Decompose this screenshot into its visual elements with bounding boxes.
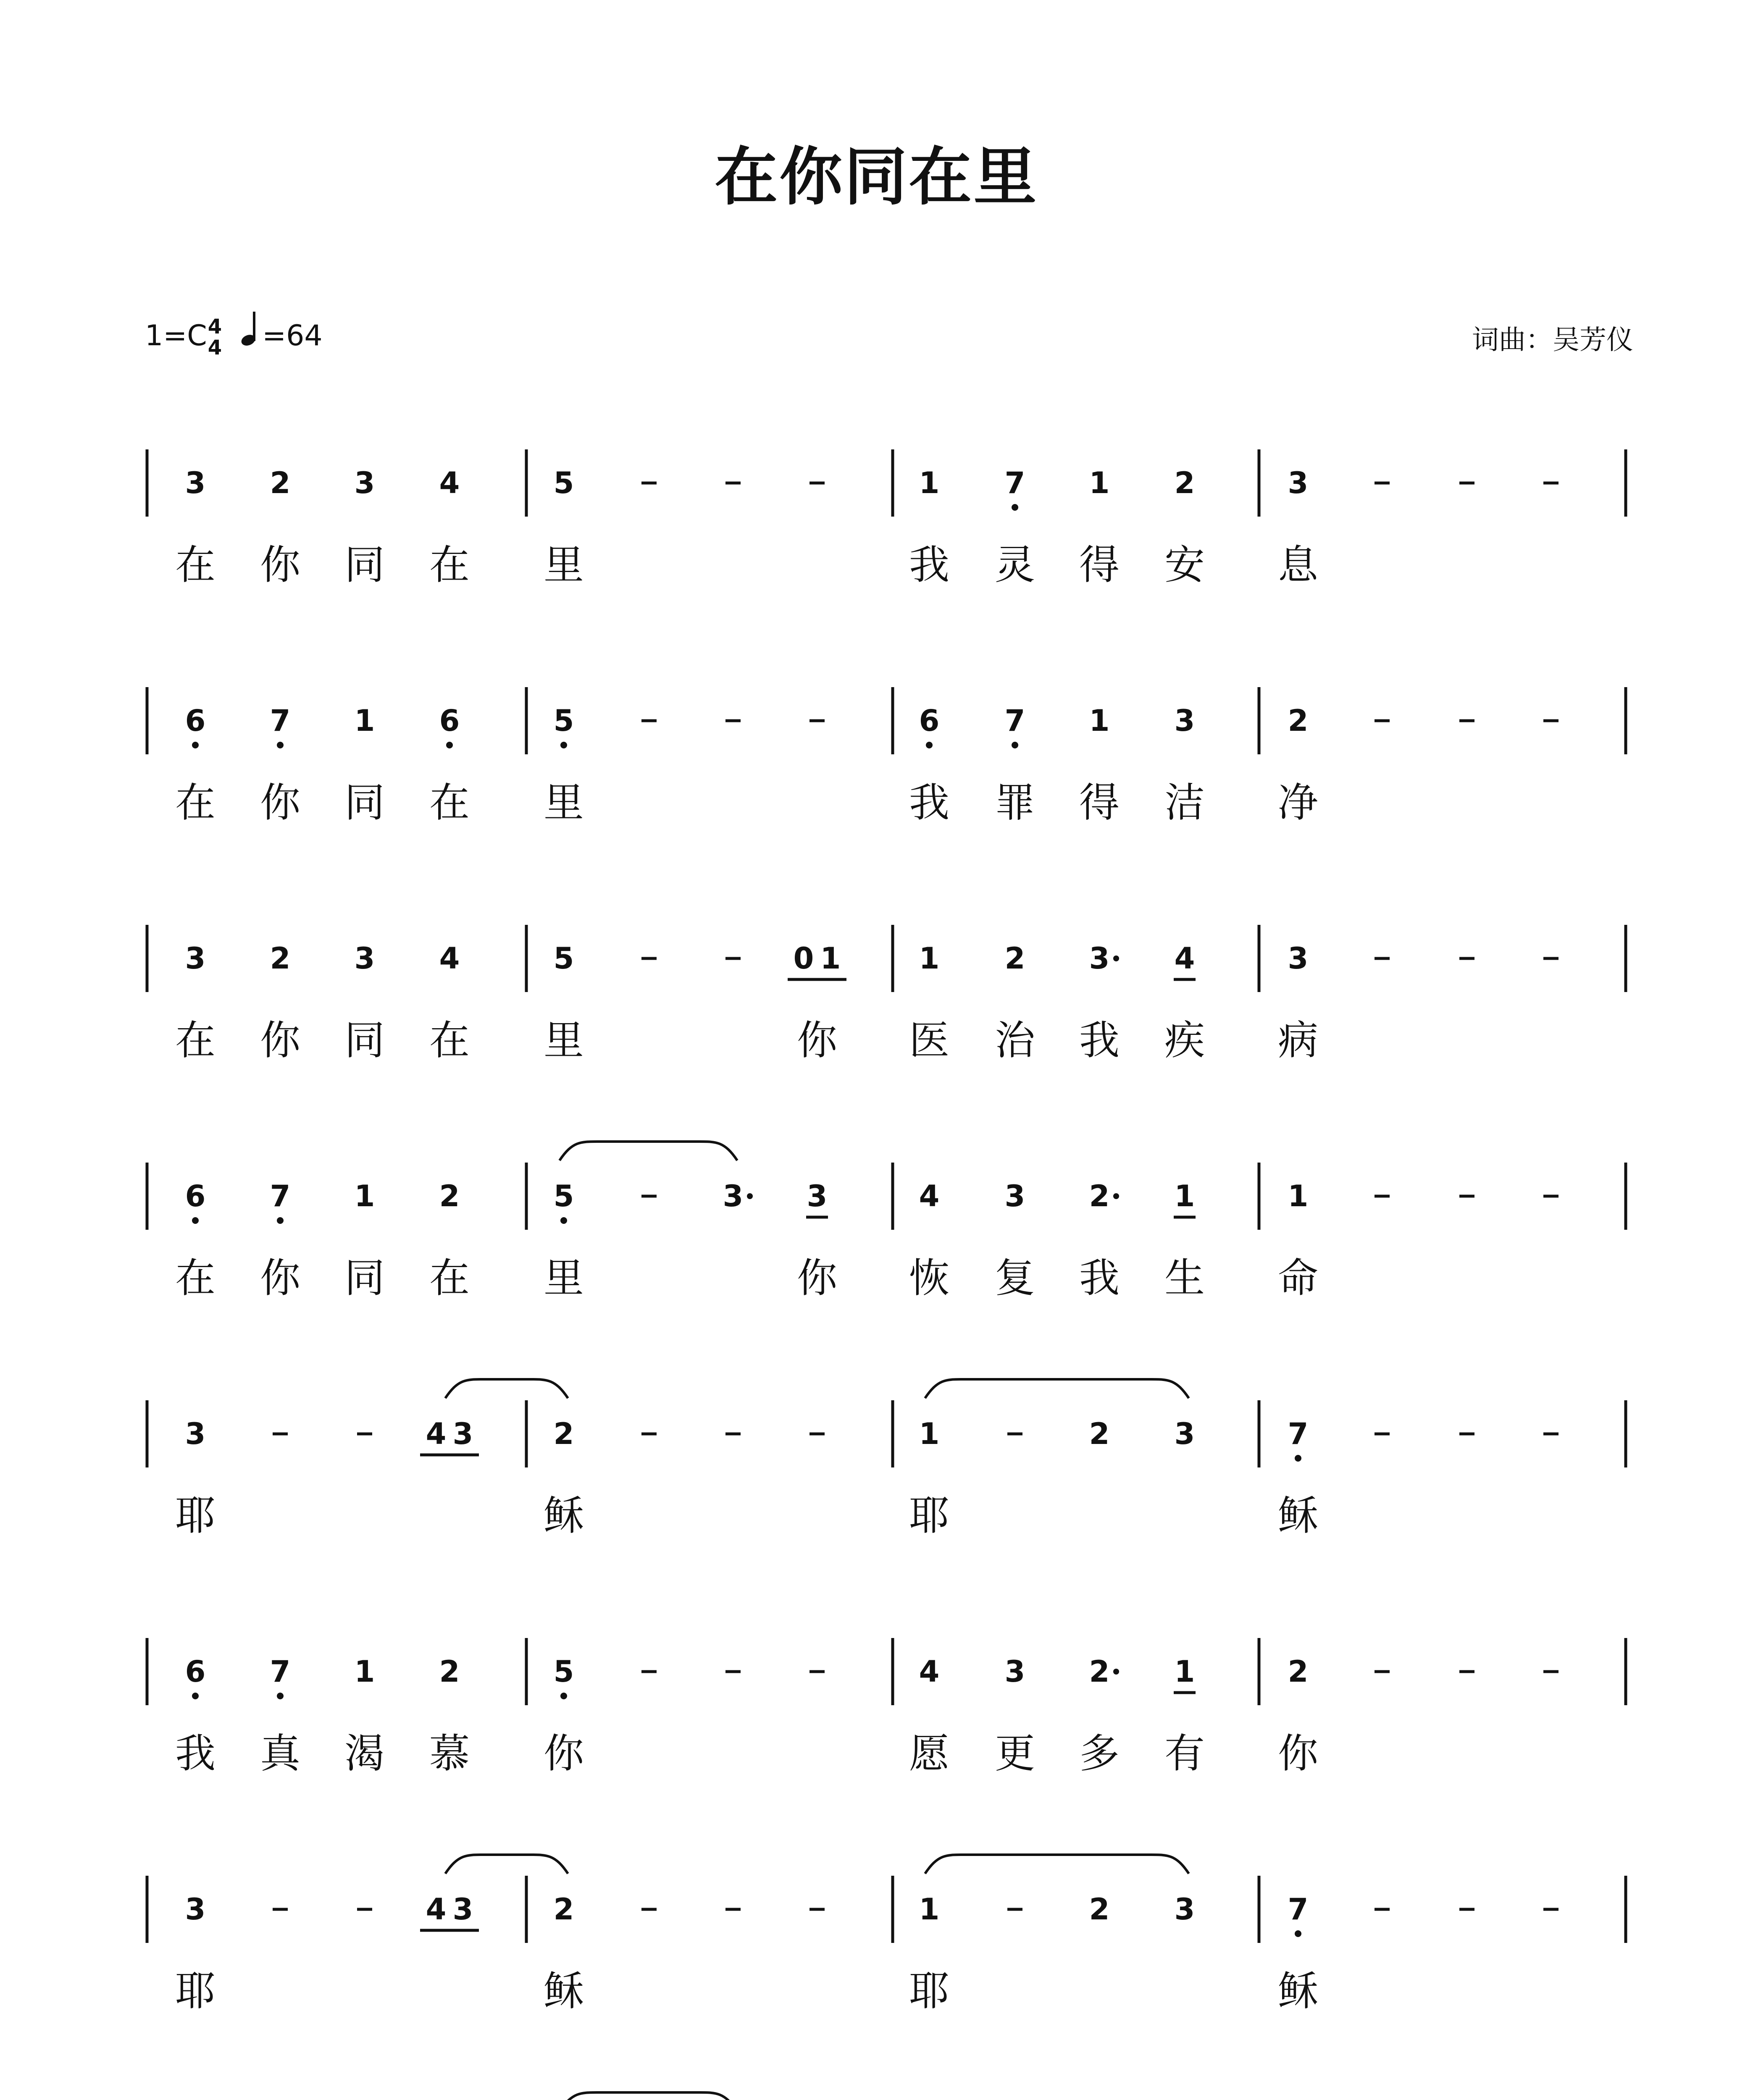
slur-tie (445, 1855, 568, 1874)
note: 4 (919, 1179, 940, 1213)
score-row-4 (147, 1142, 1626, 1302)
lower-octave-dot (1012, 742, 1018, 748)
lyric-syllable: 慕 (429, 1730, 470, 1777)
lyric-syllable: 渴 (344, 1730, 385, 1777)
lyric-syllable: 你 (260, 1255, 300, 1302)
lyric-syllable: 在 (429, 1255, 470, 1302)
lyric-syllable: 在 (429, 541, 470, 588)
slur-tie (925, 1855, 1189, 1874)
slur-tie (560, 2092, 737, 2100)
note: 3 (185, 1417, 206, 1451)
augmentation-dot (1113, 1669, 1119, 1675)
lyric-syllable: 里 (544, 1017, 584, 1064)
lyric-syllable: 灵 (995, 541, 1035, 588)
note: 6 (185, 704, 206, 738)
lyric-syllable: 恢 (909, 1255, 949, 1302)
score-row-8 (147, 2092, 1631, 2100)
score-row-7 (147, 1855, 1626, 2015)
note: 7 (270, 1179, 291, 1213)
score-row-6 (147, 1638, 1626, 1777)
lyric-syllable: 息 (1278, 541, 1318, 588)
lyric-syllable: 安 (1164, 541, 1205, 588)
note: 2 (1288, 1654, 1309, 1689)
lyric-syllable: 同 (344, 1255, 385, 1302)
lyric-syllable: 稣 (1278, 1968, 1318, 2015)
lower-octave-dot (277, 742, 284, 748)
lyric-syllable: 我 (1079, 1255, 1120, 1302)
note: 3 (1004, 1654, 1025, 1689)
note: 2 (1089, 1179, 1110, 1213)
score-row-2 (147, 687, 1626, 826)
lyric-syllable: 生 (1164, 1255, 1205, 1302)
note: 3 (185, 941, 206, 976)
lyric-syllable: 稣 (544, 1968, 584, 2015)
note: 1 (919, 1417, 940, 1451)
lyric-syllable: 在 (175, 779, 216, 826)
lyric-syllable: 命 (1278, 1255, 1318, 1302)
note: 7 (1004, 466, 1025, 500)
lower-octave-dot (192, 1217, 199, 1224)
note: 2 (270, 466, 291, 500)
note: 3 (1089, 941, 1110, 976)
note: 4 (426, 1892, 447, 1927)
lyric-syllable: 在 (175, 541, 216, 588)
lyric-syllable: 同 (344, 779, 385, 826)
lower-octave-dot (1295, 1930, 1301, 1937)
lyric-syllable: 我 (175, 1730, 216, 1777)
note: 3 (354, 941, 375, 976)
lyric-syllable: 你 (1278, 1730, 1318, 1777)
augmentation-dot (747, 1193, 753, 1199)
lyric-syllable: 真 (260, 1730, 300, 1777)
note: 1 (820, 941, 841, 976)
lyric-syllable: 里 (544, 779, 584, 826)
note: 7 (270, 704, 291, 738)
note: 2 (439, 1654, 460, 1689)
note: 0 (793, 941, 814, 976)
lyric-syllable: 耶 (175, 1968, 216, 2015)
lyric-syllable: 在 (429, 779, 470, 826)
note: 3 (1174, 1892, 1195, 1927)
note: 3 (185, 466, 206, 500)
lyric-syllable: 在 (175, 1255, 216, 1302)
score-row-1 (147, 449, 1626, 588)
note: 3 (354, 466, 375, 500)
note: 1 (354, 704, 375, 738)
note: 2 (553, 1892, 574, 1927)
time-denominator: 4 (208, 336, 222, 360)
note: 2 (553, 1417, 574, 1451)
lyric-syllable: 耶 (909, 1492, 949, 1539)
score-row-3 (147, 925, 1626, 1064)
note: 5 (553, 704, 574, 738)
note: 6 (919, 704, 940, 738)
lyric-syllable: 在 (429, 1017, 470, 1064)
lower-octave-dot (277, 1217, 284, 1224)
note: 3 (452, 1892, 473, 1927)
note: 1 (919, 466, 940, 500)
note: 1 (919, 1892, 940, 1927)
lyric-syllable: 稣 (1278, 1492, 1318, 1539)
note: 2 (1288, 704, 1309, 738)
lyric-syllable: 有 (1164, 1730, 1205, 1777)
note: 7 (1288, 1892, 1309, 1927)
note: 1 (354, 1179, 375, 1213)
lyric-syllable: 更 (995, 1730, 1035, 1777)
note: 1 (1174, 1179, 1195, 1213)
note: 3 (1288, 941, 1309, 976)
lyricist-composer-credit: 词曲：吴芳仪 (1472, 325, 1633, 356)
note: 3 (1174, 704, 1195, 738)
lyric-syllable: 得 (1079, 541, 1120, 588)
lyric-syllable: 病 (1278, 1017, 1318, 1064)
note: 1 (1174, 1654, 1195, 1689)
lower-octave-dot (277, 1693, 284, 1699)
note: 3 (185, 1892, 206, 1927)
note: 7 (1004, 704, 1025, 738)
note: 4 (439, 941, 460, 976)
lyric-syllable: 罪 (995, 779, 1035, 826)
note: 6 (185, 1654, 206, 1689)
lyric-syllable: 你 (544, 1730, 584, 1777)
lyric-syllable: 多 (1079, 1730, 1120, 1777)
note: 4 (439, 466, 460, 500)
lyric-syllable: 得 (1079, 779, 1120, 826)
note: 3 (723, 1179, 744, 1213)
slur-tie (925, 1379, 1189, 1398)
note: 7 (270, 1654, 291, 1689)
score-row-5 (147, 1379, 1626, 1539)
note: 3 (452, 1417, 473, 1451)
lyric-syllable: 在 (175, 1017, 216, 1064)
note: 5 (553, 1654, 574, 1689)
lyric-syllable: 耶 (909, 1968, 949, 2015)
lyric-syllable: 我 (909, 779, 949, 826)
note: 2 (1174, 466, 1195, 500)
note: 1 (1288, 1179, 1309, 1213)
lyric-syllable: 净 (1278, 779, 1318, 826)
lyric-syllable: 疾 (1164, 1017, 1205, 1064)
note: 3 (1288, 466, 1309, 500)
lower-octave-dot (560, 1217, 567, 1224)
slur-tie (560, 1142, 737, 1160)
note: 4 (426, 1417, 447, 1451)
lyric-syllable: 愿 (909, 1730, 949, 1777)
lyric-syllable: 同 (344, 1017, 385, 1064)
lyric-syllable: 治 (995, 1017, 1035, 1064)
note: 1 (919, 941, 940, 976)
note: 2 (1089, 1654, 1110, 1689)
lower-octave-dot (1295, 1455, 1301, 1462)
note: 4 (919, 1654, 940, 1689)
lower-octave-dot (1012, 504, 1018, 511)
note: 5 (553, 466, 574, 500)
augmentation-dot (1113, 956, 1119, 961)
lower-octave-dot (926, 742, 933, 748)
lyric-syllable: 你 (797, 1255, 837, 1302)
note: 2 (1089, 1417, 1110, 1451)
note: 1 (1089, 466, 1110, 500)
tempo-marking: =64 (262, 319, 323, 352)
augmentation-dot (1113, 1193, 1119, 1199)
lower-octave-dot (560, 1693, 567, 1699)
note: 1 (1089, 704, 1110, 738)
lyric-syllable: 你 (797, 1017, 837, 1064)
note: 2 (1089, 1892, 1110, 1927)
lower-octave-dot (192, 1693, 199, 1699)
note: 6 (439, 704, 460, 738)
lyric-syllable: 你 (260, 541, 300, 588)
lyric-syllable: 里 (544, 541, 584, 588)
lyric-syllable: 里 (544, 1255, 584, 1302)
note: 5 (553, 1179, 574, 1213)
lyric-syllable: 稣 (544, 1492, 584, 1539)
lyric-syllable: 你 (260, 1017, 300, 1064)
note: 2 (270, 941, 291, 976)
note: 1 (354, 1654, 375, 1689)
slur-tie (445, 1379, 568, 1398)
lyric-syllable: 洁 (1164, 779, 1205, 826)
note: 2 (1004, 941, 1025, 976)
lower-octave-dot (446, 742, 453, 748)
lyric-syllable: 耶 (175, 1492, 216, 1539)
note: 3 (1174, 1417, 1195, 1451)
song-title: 在你同在里 (715, 141, 1038, 214)
lyric-syllable: 同 (344, 541, 385, 588)
note: 4 (1174, 941, 1195, 976)
lyric-syllable: 你 (260, 779, 300, 826)
note: 2 (439, 1179, 460, 1213)
lower-octave-dot (192, 742, 199, 748)
lower-octave-dot (560, 742, 567, 748)
note: 6 (185, 1179, 206, 1213)
lyric-syllable: 我 (1079, 1017, 1120, 1064)
note: 5 (553, 941, 574, 976)
time-numerator: 4 (208, 315, 222, 339)
key-signature: 1=C (145, 319, 207, 352)
lyric-syllable: 我 (909, 541, 949, 588)
lyric-syllable: 医 (909, 1017, 949, 1064)
note: 3 (1004, 1179, 1025, 1213)
note: 7 (1288, 1417, 1309, 1451)
lyric-syllable: 复 (995, 1255, 1035, 1302)
note: 3 (807, 1179, 828, 1213)
